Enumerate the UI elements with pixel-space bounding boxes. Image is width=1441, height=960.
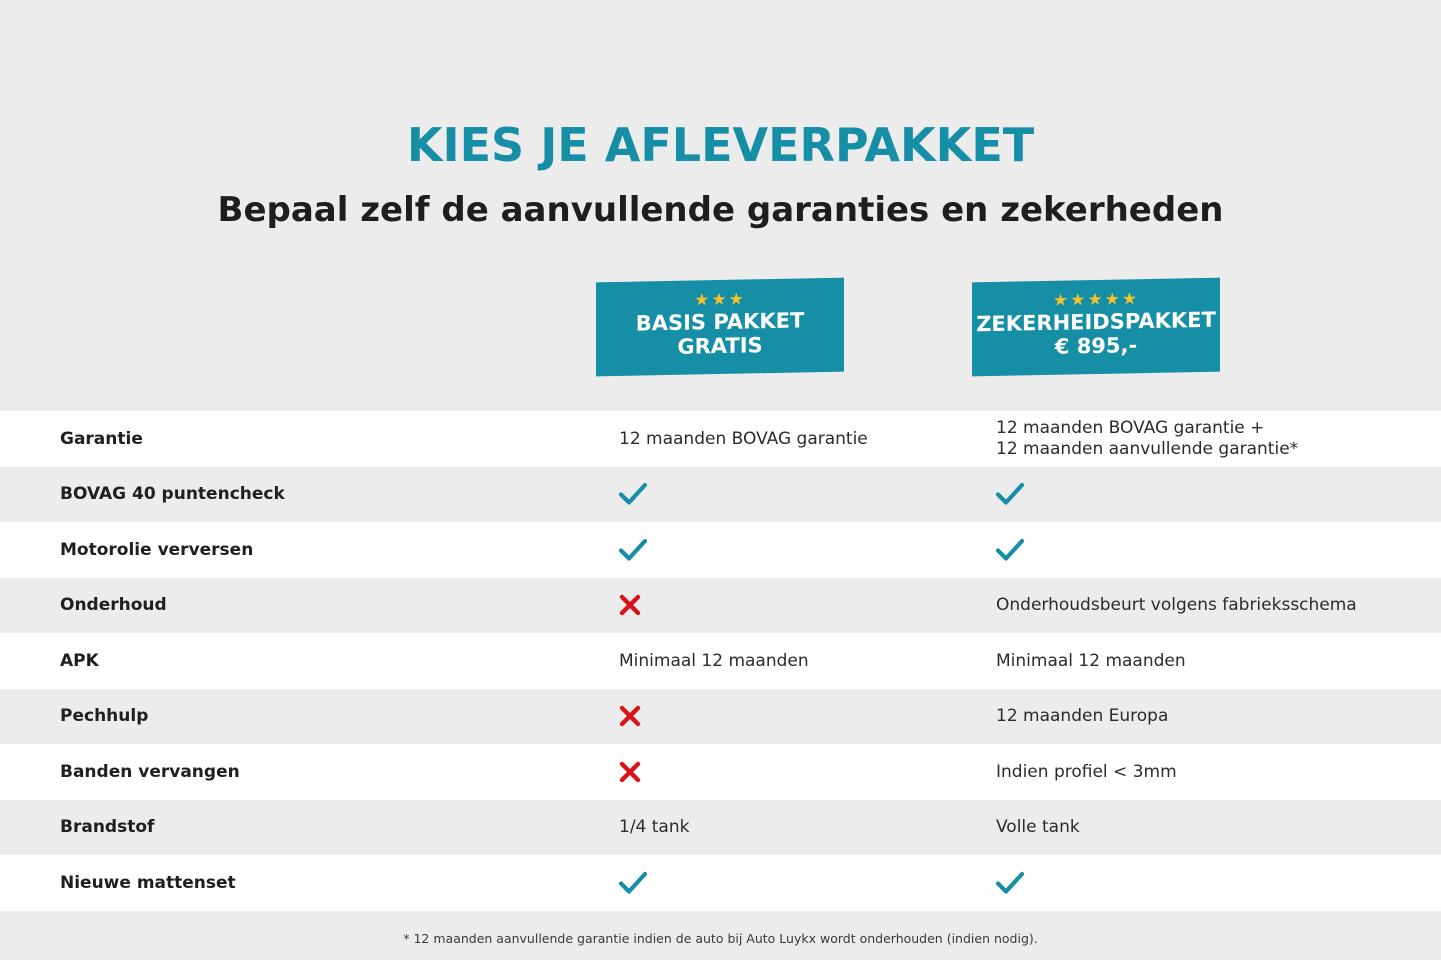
table-cell-icon xyxy=(619,522,647,578)
check-icon xyxy=(996,538,1024,562)
cross-icon xyxy=(619,761,641,783)
table-cell-text: Minimaal 12 maanden xyxy=(996,650,1186,671)
check-icon xyxy=(996,482,1024,506)
table-row xyxy=(0,578,1441,634)
table-row xyxy=(0,689,1441,745)
table-cell-text xyxy=(996,411,1298,467)
package-badge-basis xyxy=(596,278,844,377)
row-label: Pechhulp xyxy=(60,706,149,727)
table-row xyxy=(0,855,1441,911)
check-icon xyxy=(619,482,647,506)
cross-icon xyxy=(619,705,641,727)
row-label: Garantie xyxy=(60,428,143,449)
package-name: BASIS PAKKET xyxy=(635,308,805,336)
check-icon xyxy=(619,538,647,562)
footnote: * 12 maanden aanvullende garantie indien de auto bij Auto Luykx wordt onderhouden (indien nodig). xyxy=(403,931,1038,946)
cell-line: 12 maanden aanvullende garantie* xyxy=(996,438,1299,459)
page-subtitle: Bepaal zelf de aanvullende garanties en zekerheden xyxy=(217,190,1224,230)
row-label: BOVAG 40 puntencheck xyxy=(60,484,285,505)
table-cell-text: 12 maanden BOVAG garantie xyxy=(619,428,868,449)
package-price: € 895,- xyxy=(1054,333,1138,359)
row-label: APK xyxy=(60,650,99,671)
table-cell-icon xyxy=(619,467,647,523)
check-icon xyxy=(619,871,647,895)
rating-stars-icon: ★★★★★ xyxy=(1052,289,1140,310)
table-cell-icon xyxy=(996,855,1024,911)
row-label: Brandstof xyxy=(60,817,155,838)
row-label: Motorolie verversen xyxy=(60,539,254,560)
table-cell-icon xyxy=(996,522,1024,578)
check-icon xyxy=(996,871,1024,895)
cross-icon xyxy=(619,594,641,616)
table-cell-text: Volle tank xyxy=(996,817,1080,838)
row-label: Onderhoud xyxy=(60,595,167,616)
table-cell-text: 1/4 tank xyxy=(619,817,690,838)
table-row xyxy=(0,744,1441,800)
table-row xyxy=(0,467,1441,523)
comparison-table xyxy=(0,411,1441,911)
rating-stars-icon: ★★★ xyxy=(694,289,746,310)
table-row xyxy=(0,411,1441,467)
table-cell-icon xyxy=(619,689,641,745)
table-cell-icon xyxy=(996,467,1024,523)
page-title: KIES JE AFLEVERPAKKET xyxy=(406,118,1035,172)
row-label: Banden vervangen xyxy=(60,761,240,782)
table-row xyxy=(0,800,1441,856)
cell-line: 12 maanden BOVAG garantie + xyxy=(996,417,1265,438)
package-name: ZEKERHEIDSPAKKET xyxy=(976,307,1216,337)
package-badge-zekerheid xyxy=(972,278,1220,377)
package-price: GRATIS xyxy=(677,333,763,359)
table-cell-text: Onderhoudsbeurt volgens fabrieksschema xyxy=(996,595,1357,616)
table-cell-icon xyxy=(619,744,641,800)
table-cell-text: Minimaal 12 maanden xyxy=(619,650,809,671)
table-row xyxy=(0,522,1441,578)
table-row xyxy=(0,633,1441,689)
table-cell-icon xyxy=(619,855,647,911)
table-cell-icon xyxy=(619,578,641,634)
row-label: Nieuwe mattenset xyxy=(60,872,236,893)
table-cell-text: Indien profiel < 3mm xyxy=(996,761,1177,782)
table-cell-text: 12 maanden Europa xyxy=(996,706,1169,727)
